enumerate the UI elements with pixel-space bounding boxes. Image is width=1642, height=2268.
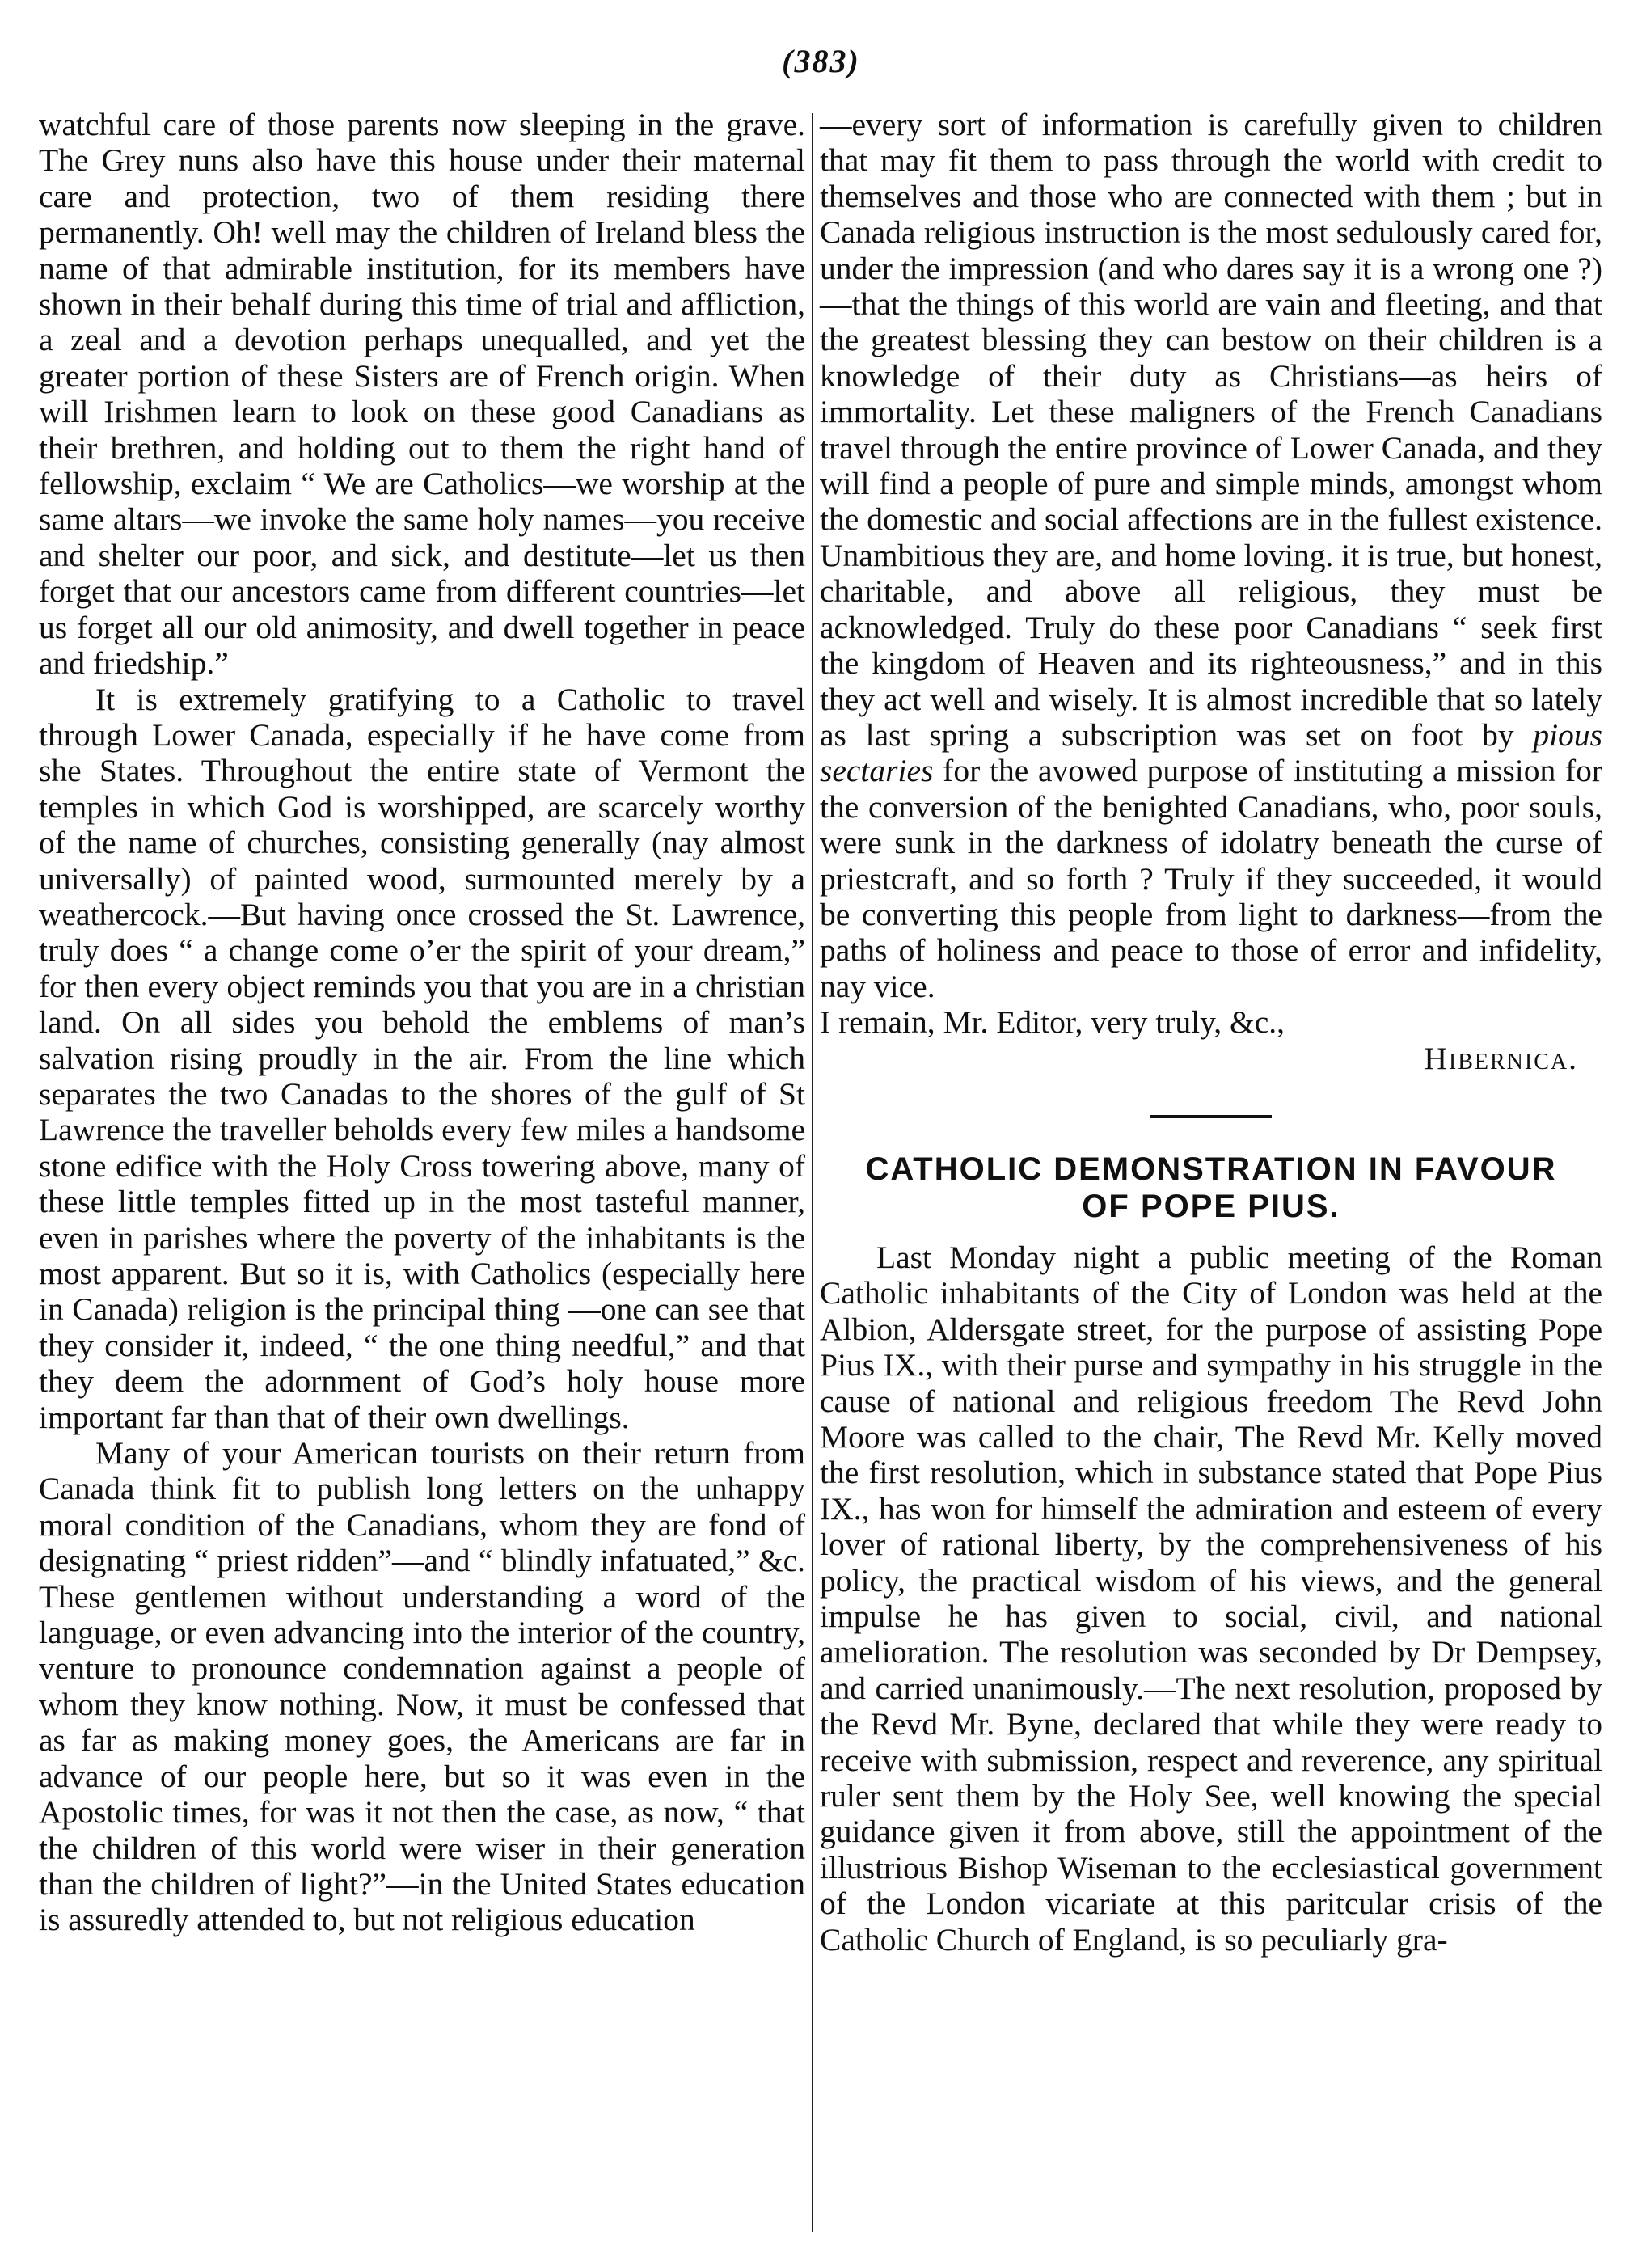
- letter-signoff: I remain, Mr. Editor, very truly, &c.,: [820, 1004, 1285, 1041]
- headline-line-1: CATHOLIC DEMONSTRATION IN FAVOUR: [865, 1151, 1557, 1187]
- right-paragraph-1-end: for the avowed purpose of instituting a mission for the conversion of the benighted Canadians, who, poor souls, were sunk in the darkness of idolatry beneath the curse of priestcraft, and so forth ? Truly if they succeeded, it would be converting this people from light to darkness—from the paths of holiness and peace to those of error and infidelity, nay vice.: [820, 753, 1602, 1004]
- left-column: [39, 107, 805, 1938]
- letter-signature: Hibernica.: [1424, 1040, 1578, 1076]
- right-paragraph-1: [820, 107, 1602, 1004]
- article-headline: [820, 1151, 1602, 1225]
- column-divider: [812, 113, 813, 2232]
- article-divider: [1150, 1115, 1272, 1118]
- left-paragraph-1: watchful care of those parents now sleeping in the grave. The Grey nuns also have this house under their maternal care and protection, two of them residing there permanently. Oh! well may the children of Ireland bless the name of that admirable institution, for its members have shown in their behalf during this time of trial and affliction, a zeal and a devotion perhaps unequalled, and yet the greater portion of these Sisters are of French origin. When will Irishmen learn to look on these good Canadians as their brethren, and holding out to them the right hand of fellowship, exclaim “ We are Catholics—we worship at the same altars—we invoke the same holy names—you receive and shelter our poor, and sick, and destitute—let us then forget that our ancestors came from different countries—let us forget all our old animosity, and dwell together in peace and friedship.”: [39, 107, 805, 682]
- right-column: [820, 107, 1602, 1958]
- left-paragraph-2: It is extremely gratifying to a Catholic to travel through Lower Canada, especially if he have come from she States. Throughout the entire state of Vermont the temples in which God is worshipped, are scarcely worthy of the name of churches, consisting generally (nay almost universally) of painted wood, surmounted merely by a weathercock.—But having once crossed the St. Lawrence, truly does “ a change come o’er the spirit of your dream,” for then every object reminds you that you are in a christian land. On all sides you behold the emblems of man’s salvation rising proudly in the air. From the line which separates the two Canadas to the shores of the gulf of St Lawrence the traveller beholds every few miles a handsome stone edifice with the Holy Cross towering above, many of these little temples fitted up in the most tasteful manner, even in parishes where the poverty of the inhabitants is the most apparent. But so it is, with Catholics (especially here in Canada) religion is the principal thing —one can see that they consider it, indeed, “ the one thing needful,” and that they deem the adornment of God’s holy house more important far than that of their own dwellings.: [39, 681, 805, 1435]
- page-number: (383): [782, 43, 860, 79]
- left-paragraph-3: Many of your American tourists on their return from Canada think fit to publish long letters on the unhappy moral condition of the Canadians, whom they are fond of designating “ priest ridden”—and “ blindly infatuated,” &c. These gentlemen without understanding a word of the language, or even advancing into the interior of the country, venture to pronounce condemnation against a people of whom they know nothing. Now, it must be confessed that as far as making money goes, the Americans are far in advance of our people here, but so it was even in the Apostolic times, for was it not then the case, as now, “ that the children of this world were wiser in their generation than the children of light?”—in the United States education is assuredly attended to, but not religious education: [39, 1435, 805, 1938]
- right-paragraph-1-italic: pious sectaries: [820, 716, 1603, 789]
- right-paragraph-1-text: —every sort of information is carefully given to children that may fit them to pass through the world with credit to themselves and those who are connected with them ; but in Canada religious instruction is the most sedulously cared for, under the impression (and who dares say it is a wrong one ?)—that the things of this world are vain and fleeting, and that the greatest blessing they can bestow on their children is a knowledge of their duty as Christians—as heirs of immortality. Let these maligners of the French Canadians travel through the entire province of Lower Canada, and they will find a people of pure and simple minds, amongst whom the domestic and social affections are in the fullest existence. Unambitious they are, and home loving. it is true, but honest, charitable, and above all religious, they must be acknowledged. Truly do these poor Canadians “ seek first the kingdom of Heaven and its righteousness,” and in this they act well and wisely. It is almost incredible that so lately as last spring a subscription was set on foot by: [820, 107, 1602, 753]
- headline-line-2: OF POPE PIUS.: [1082, 1188, 1340, 1224]
- right-paragraph-2: Last Monday night a public meeting of the Roman Catholic inhabitants of the City of London was held at the Albion, Aldersgate street, for the purpose of assisting Pope Pius IX., with their purse and sympathy in his struggle in the cause of national and religious freedom The Revd John Moore was called to the chair, The Revd Mr. Kelly moved the first resolution, which in substance stated that Pope Pius IX., has won for himself the admiration and esteem of every lover of rational liberty, by the comprehensiveness of his policy, the practical wisdom of his views, and the general impulse he has given to social, civil, and national amelioration. The resolution was seconded by Dr Dempsey, and carried unanimously.—The next resolution, proposed by the Revd Mr. Byne, declared that while they were ready to receive with submission, respect and reverence, any spiritual ruler sent them by the Holy See, well knowing the special guidance given it from above, still the appointment of the illustrious Bishop Wiseman to the ecclesiastical government of the London vicariate at this paritcular crisis of the Catholic Church of England, is so peculiarly gra-: [820, 1239, 1602, 1958]
